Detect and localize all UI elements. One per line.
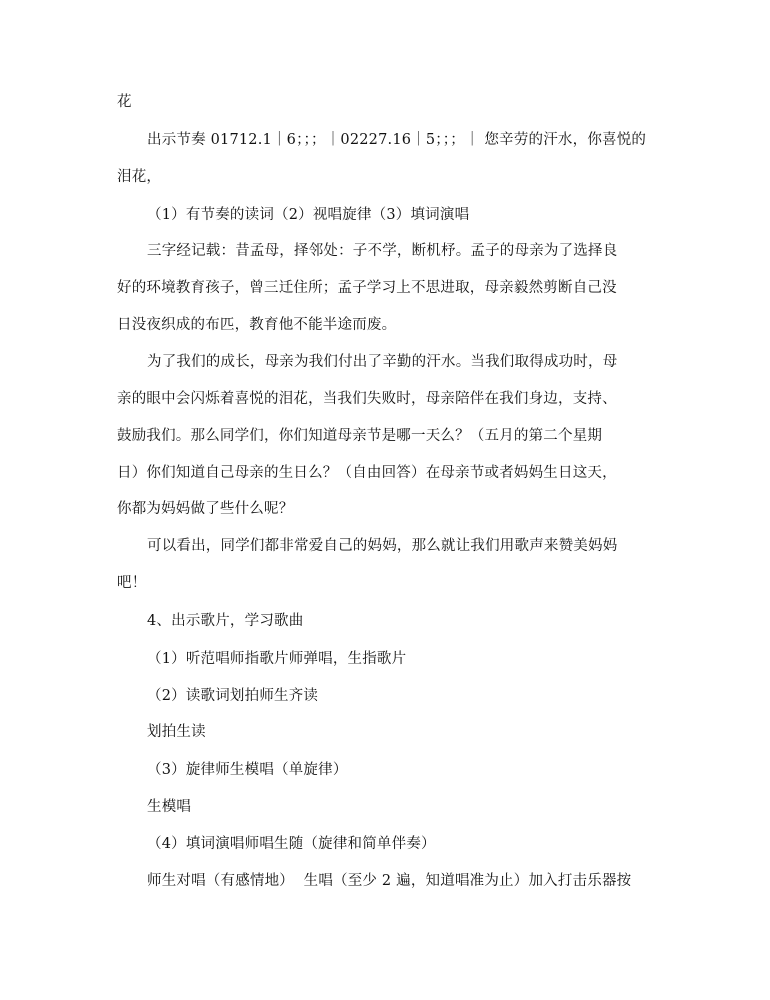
text-line: （4）填词演唱师唱生随（旋律和简单伴奏） [147, 836, 436, 852]
text-line: 可以看出，同学们都非常爱自己的妈妈，那么就让我们用歌声来赞美妈妈 [147, 538, 618, 554]
text-line: 好的环境教育孩子，曾三迁住所；孟子学习上不思进取，母亲毅然剪断自己没 [117, 280, 617, 296]
text-line: 日没夜织成的布匹，教育他不能半途而废。 [117, 317, 397, 333]
text-line: 吧！ [117, 575, 147, 591]
text-line: 4、出示歌片，学习歌曲 [147, 613, 304, 629]
text-line: 生模唱 [147, 799, 192, 815]
text-line: （3）旋律师生模唱（单旋律） [147, 762, 348, 778]
text-line: （1）听范唱师指歌片师弹唱，生指歌片 [147, 651, 407, 667]
text-line: 泪花， [117, 169, 162, 185]
text-line: 划拍生读 [147, 724, 206, 740]
text-line: 出示节奏 01712.1｜6；；；｜02227.16｜5；；；｜ 您辛劳的汗水，你喜悦的 [147, 132, 647, 148]
text-line: （1）有节奏的读词（2）视唱旋律（3）填词演唱 [147, 207, 470, 223]
text-line: 你都为妈妈做了些什么呢？ [117, 501, 294, 517]
text-line: 三字经记载：昔孟母，择邻处：子不学，断机杼。孟子的母亲为了选择良 [147, 243, 618, 259]
text-line: 鼓励我们。那么同学们，你们知道母亲节是哪一天么？（五月的第二个星期 [117, 428, 603, 444]
text-line: （2）读歌词划拍师生齐读 [147, 688, 319, 704]
text-line: 师生对唱（有感情地） 生唱（至少 2 遍，知道唱准为止）加入打击乐器按 [147, 873, 632, 889]
text-line: 花 [117, 94, 132, 110]
text-line: 亲的眼中会闪烁着喜悦的泪花，当我们失败时，母亲陪伴在我们身边，支持、 [117, 391, 617, 407]
text-line: 日）你们知道自己母亲的生日么？（自由回答）在母亲节或者妈妈生日这天， [117, 465, 617, 481]
text-line: 为了我们的成长，母亲为我们付出了辛勤的汗水。当我们取得成功时，母 [147, 354, 618, 370]
